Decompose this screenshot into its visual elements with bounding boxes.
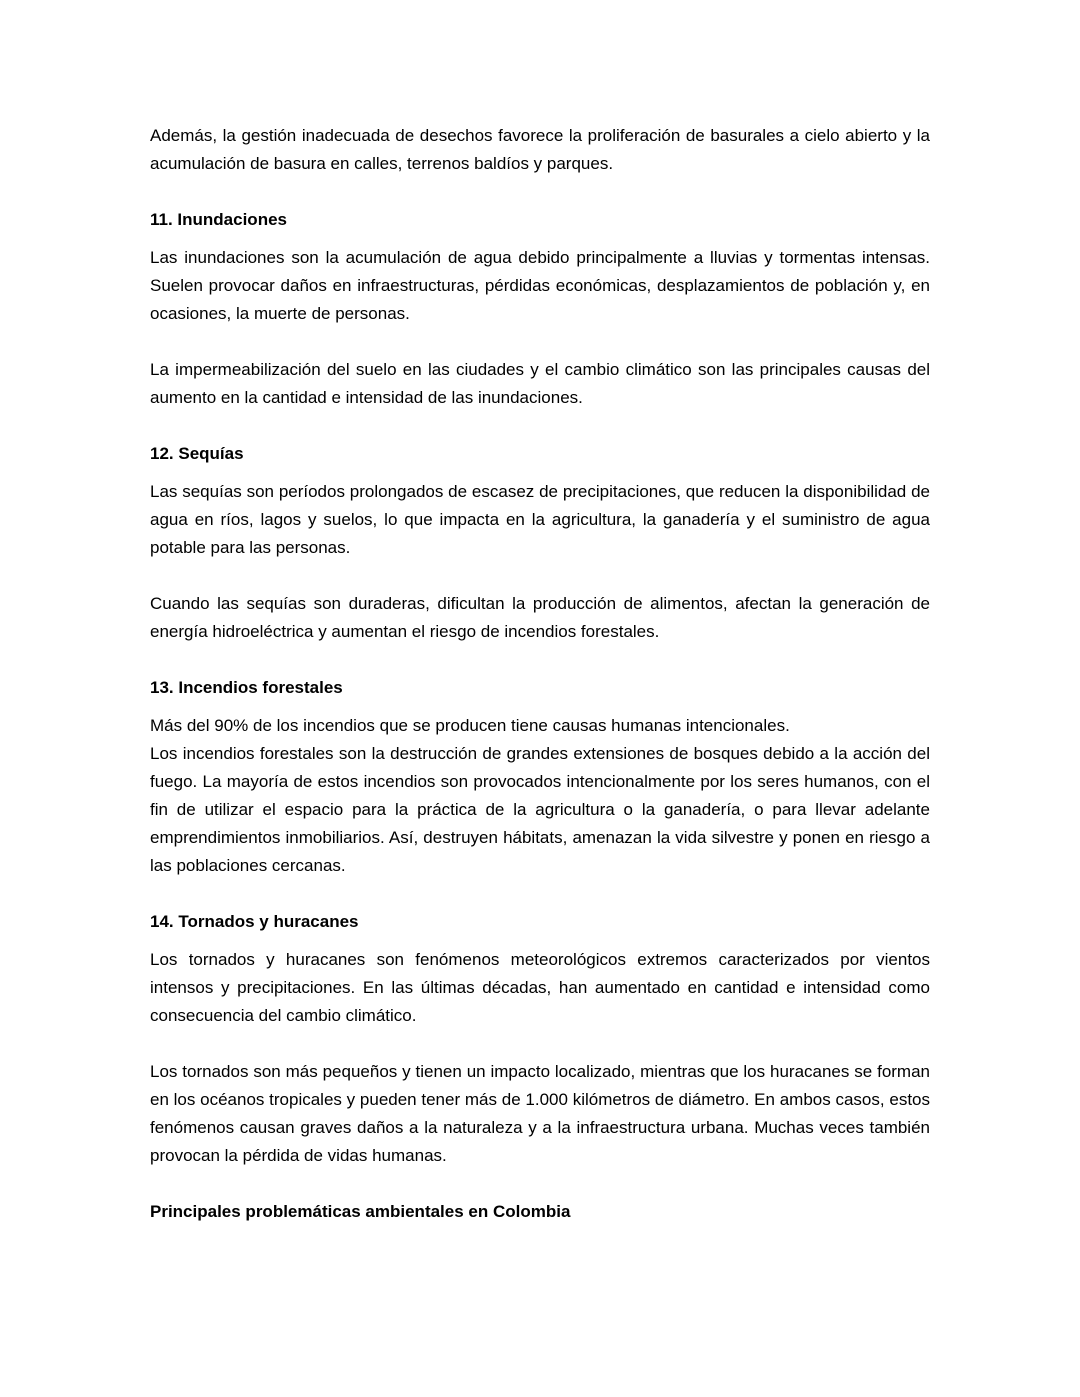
paragraph-tornados-comparison: Los tornados son más pequeños y tienen un impacto localizado, mientras que los huracanes se forman en los océanos tropicales y pueden tener más de 1.000 kilómetros de diámetro. En ambos casos, estos fenómenos causan graves daños a la naturaleza y a la infraestructura urbana. Muchas veces también provocan la pérdida de vidas humanas. — [150, 1062, 930, 1165]
heading-inundaciones: 11. Inundaciones — [150, 210, 287, 229]
paragraph-incendios-statistic: Más del 90% de los incendios que se producen tiene causas humanas intencionales. — [150, 716, 790, 735]
heading-incendios-forestales: 13. Incendios forestales — [150, 678, 343, 697]
heading-sequias: 12. Sequías — [150, 444, 244, 463]
paragraph-inundaciones-causes: La impermeabilización del suelo en las ciudades y el cambio climático son las principales causas del aumento en la cantidad e intensidad de las inundaciones. — [150, 360, 930, 407]
paragraph-waste-management: Además, la gestión inadecuada de desechos favorece la proliferación de basurales a cielo abierto y la acumulación de basura en calles, terrenos baldíos y parques. — [150, 126, 930, 173]
paragraph-sequias-definition: Las sequías son períodos prolongados de escasez de precipitaciones, que reducen la disponibilidad de agua en ríos, lagos y suelos, lo que impacta en la agricultura, la ganadería y el suministro de agua potable para las personas. — [150, 482, 930, 557]
paragraph-tornados-definition: Los tornados y huracanes son fenómenos meteorológicos extremos caracterizados por vientos intensos y precipitaciones. En las últimas décadas, han aumentado en cantidad e intensidad como consecuencia del cambio climático. — [150, 950, 930, 1025]
paragraph-inundaciones-definition: Las inundaciones son la acumulación de agua debido principalmente a lluvias y tormentas intensas. Suelen provocar daños en infraestructuras, pérdidas económicas, desplazamientos de población y, en ocasiones, la muerte de personas. — [150, 248, 930, 323]
paragraph-incendios-definition: Los incendios forestales son la destrucción de grandes extensiones de bosques debido a la acción del fuego. La mayoría de estos incendios son provocados intencionalmente por los seres humanos, con el fin de utilizar el espacio para la práctica de la agricultura o la ganadería, o para llevar adelante emprendimientos inmobiliarios. Así, destruyen hábitats, amenazan la vida silvestre y ponen en riesgo a las poblaciones cercanas. — [150, 744, 930, 875]
paragraph-sequias-effects: Cuando las sequías son duraderas, dificultan la producción de alimentos, afectan la generación de energía hidroeléctrica y aumentan el riesgo de incendios forestales. — [150, 594, 930, 641]
heading-problematicas-colombia: Principales problemáticas ambientales en Colombia — [150, 1202, 571, 1221]
heading-tornados-huracanes: 14. Tornados y huracanes — [150, 912, 359, 931]
